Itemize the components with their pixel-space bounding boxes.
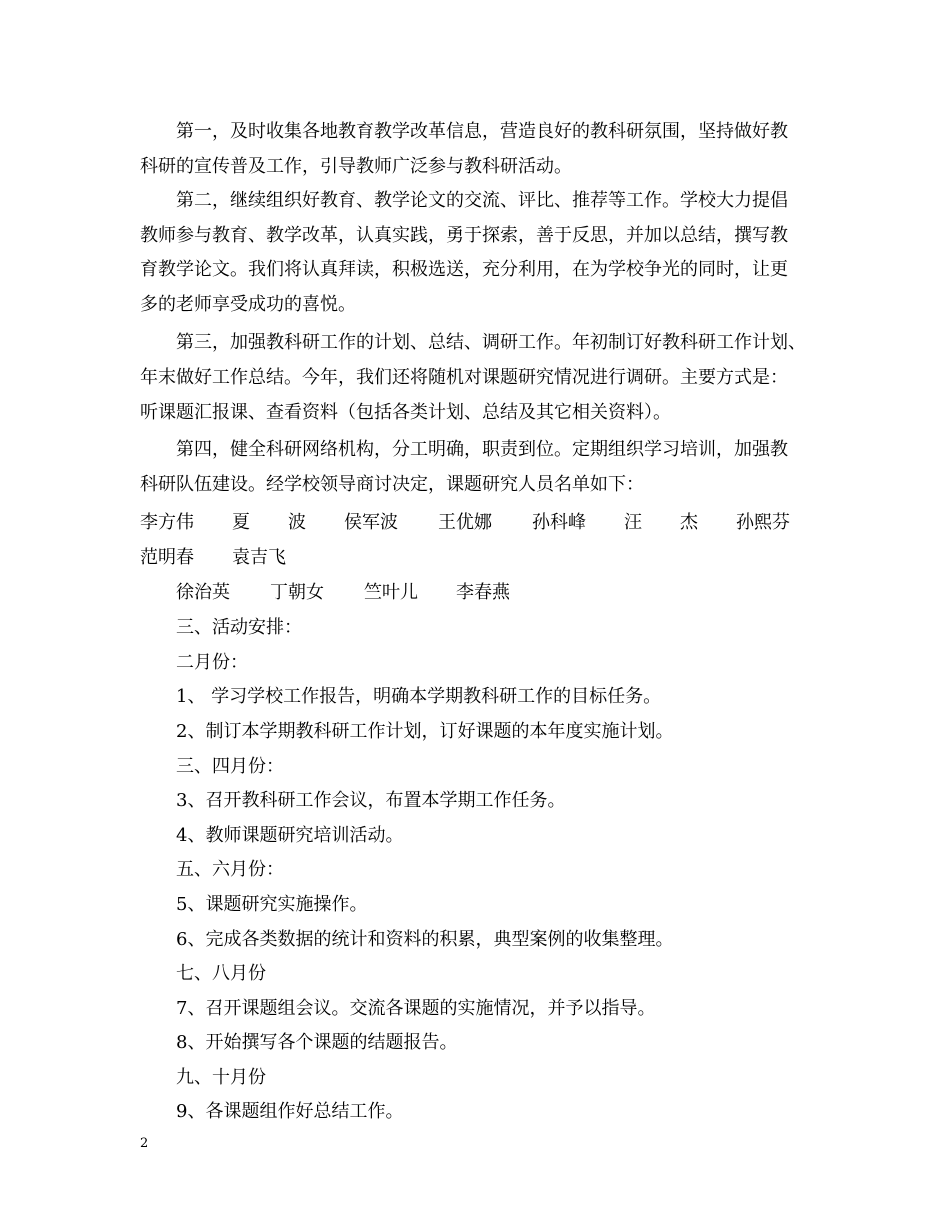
schedule-item: 5、课题研究实施操作。 <box>176 894 368 915</box>
schedule-item: 6、完成各类数据的统计和资料的积累，典型案例的收集整理。 <box>176 929 674 950</box>
schedule-period: 五、六月份： <box>176 859 284 880</box>
member-name: 李春燕 <box>456 582 510 603</box>
member-name: 夏 <box>232 512 250 533</box>
member-name: 李方伟 <box>140 512 194 533</box>
paragraph-4-line-1: 第四，健全科研网络机构，分工明确，职责到位。定期组织学习培训，加强教 <box>176 439 788 460</box>
member-name: 王优娜 <box>438 512 492 533</box>
member-name: 丁朝女 <box>270 582 324 603</box>
member-name: 竺叶儿 <box>364 582 418 603</box>
schedule-item: 4、教师课题研究培训活动。 <box>176 825 404 846</box>
paragraph-3-line-3: 听课题汇报课、查看资料（包括各类计划、总结及其它相关资料）。 <box>140 402 671 423</box>
schedule-item: 2、制订本学期教科研工作计划，订好课题的本年度实施计划。 <box>176 721 674 742</box>
paragraph-3-line-1: 第三，加强教科研工作的计划、总结、调研工作。年初制订好教科研工作计划、 <box>176 332 806 353</box>
member-name: 波 <box>288 512 306 533</box>
schedule-item: 3、召开教科研工作会议，布置本学期工作任务。 <box>176 790 566 811</box>
section-heading: 三、活动安排： <box>176 617 302 638</box>
member-name: 侯军波 <box>344 512 398 533</box>
paragraph-1-line-2: 科研的宣传普及工作，引导教师广泛参与教科研活动。 <box>140 156 572 177</box>
paragraph-2-line-2: 教师参与教育、教学改革，认真实践，勇于探索，善于反思，并加以总结，撰写教 <box>140 225 788 246</box>
schedule-item: 7、召开课题组会议。交流各课题的实施情况，并予以指导。 <box>176 998 656 1019</box>
schedule-period: 三、四月份： <box>176 756 284 777</box>
schedule-item: 8、开始撰写各个课题的结题报告。 <box>176 1032 458 1053</box>
member-name: 汪 <box>624 512 642 533</box>
member-name: 杰 <box>680 512 698 533</box>
paragraph-2-line-1: 第二，继续组织好教育、教学论文的交流、评比、推荐等工作。学校大力提倡 <box>176 190 788 211</box>
schedule-item: 1、 学习学校工作报告，明确本学期教科研工作的目标任务。 <box>176 686 662 707</box>
schedule-period: 二月份： <box>176 652 248 673</box>
paragraph-4-line-2: 科研队伍建设。经学校领导商讨决定，课题研究人员名单如下： <box>140 474 644 495</box>
paragraph-1-line-1: 第一，及时收集各地教育教学改革信息，营造良好的教科研氛围，坚持做好教 <box>176 121 788 142</box>
paragraph-2-line-3: 育教学论文。我们将认真拜读，积极选送，充分利用，在为学校争光的同时，让更 <box>140 259 788 280</box>
schedule-item: 9、各课题组作好总结工作。 <box>176 1101 404 1122</box>
page-number: 2 <box>140 1136 149 1151</box>
paragraph-2-line-4: 多的老师享受成功的喜悦。 <box>140 294 356 315</box>
member-name: 孙熙芬 <box>736 512 790 533</box>
paragraph-3-line-2: 年末做好工作总结。今年，我们还将随机对课题研究情况进行调研。主要方式是： <box>140 367 788 388</box>
member-name: 范明春 <box>140 547 194 568</box>
member-name: 徐治英 <box>176 582 230 603</box>
member-name: 袁吉飞 <box>232 547 286 568</box>
member-name: 孙科峰 <box>532 512 586 533</box>
schedule-period: 七、八月份 <box>176 963 266 984</box>
schedule-period: 九、十月份 <box>176 1067 266 1088</box>
